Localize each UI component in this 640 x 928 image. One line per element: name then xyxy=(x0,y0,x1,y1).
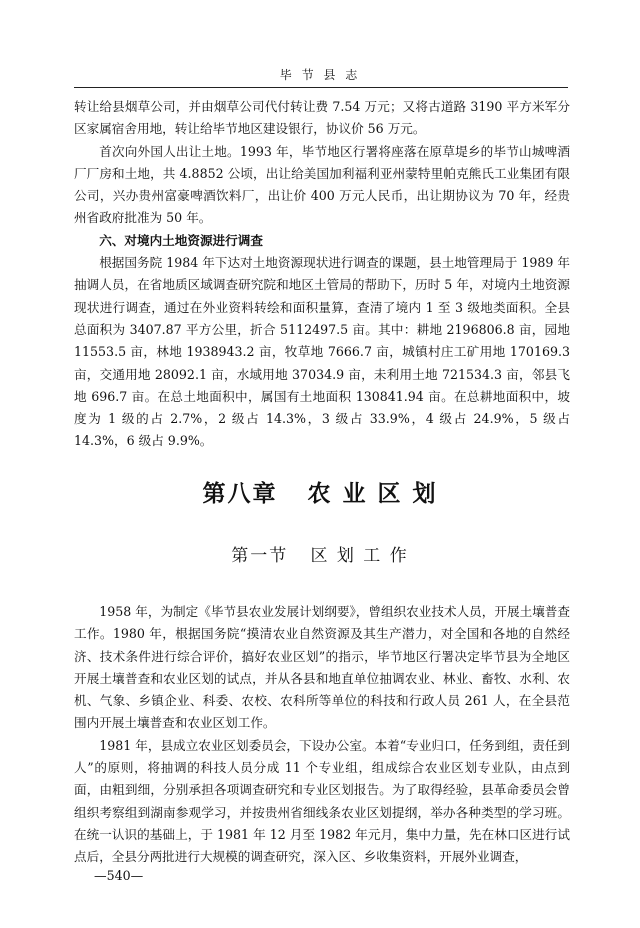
paragraph-continued: 转让给县烟草公司，并由烟草公司代付转让费 7.54 万元；又将古道路 3190 平方米军分区家属宿舍用地，转让给毕节地区建设银行，协议价 56 万元。 xyxy=(74,99,570,137)
paragraph-land-survey: 根据国务院 1984 年下达对土地资源现状进行调查的课题，县土地管理局于 1989 年抽调人员，在省地质区域调查研究院和地区土管局的帮助下，历时 5 年，对境内土地资源现状进行调查，通过在外业资料转绘和面积量算，查清了境内 1 至 3 级地类面积。全县总面积为 3407.87 平方公里，折合 5112497.5 亩。其中：耕地 2196806.8 亩，园地 11553.5 亩，林地 1938943.2 亩，牧草地 7666.7 亩，城镇村庄工矿用地 170169.3 亩，交通用地 28092.1 亩，水域用地 37034.9 亩，未利用土地 721534.3 亩，邻县飞地 696.7 亩。在总土地面积中，属国有土地面积 130841.94 亩。在总耕地面积中，坡度为 1 级的占 2.7%，2 级占 14.3%，3 级占 33.9%，4 级占 24.9%，5 级占 14.3%，6 级占 9.9%。 xyxy=(74,255,570,449)
chapter-title: 第八章 农 业 区 划 xyxy=(202,481,438,507)
top-text-block xyxy=(74,96,570,453)
page-number: —540— xyxy=(94,868,144,883)
subsection-heading: 六、对境内土地资源进行调查 xyxy=(99,232,263,248)
section-title: 第一节 区 划 工 作 xyxy=(231,546,409,566)
paragraph-foreign-land-transfer: 首次向外国人出让土地。1993 年，毕节地区行署将座落在原草堤乡的毕节山城啤酒厂厂房和土地，共 4.8852 公顷，出让给美国加利福利亚州蒙特里帕克熊氏工业集团有限公司，兴办贵州富豪啤酒饮料厂，出让价 400 万元人民币，出让期协议为 70 年，经贵州省政府批准为 50 年。 xyxy=(74,143,570,226)
paragraph-1958-survey: 1958 年，为制定《毕节县农业发展计划纲要》，曾组织农业技术人员，开展土壤普查工作。1980 年，根据国务院“摸清农业自然资源及其生产潜力，对全国和各地的自然经济、技术条件进行综合评价，搞好农业区划”的指示，毕节地区行署决定毕节县为全地区开展土壤普查和农业区划的试点，并从各县和地直单位抽调农业、林业、畜牧、水利、农机、气象、乡镇企业、科委、农校、农科所等单位的科技和行政人员 261 人，在全县范围内开展土壤普查和农业区划工作。 xyxy=(74,604,570,731)
running-title: 毕 节 县 志 xyxy=(279,68,361,82)
bottom-text-block xyxy=(74,601,570,869)
paragraph-1981-committee: 1981 年，县成立农业区划委员会，下设办公室。本着“专业归口，任务到组，责任到人”的原则，将抽调的科技人员分成 11 个专业组，组成综合农业区划专业队，由点到面，由粗到细，分别承担各项调查研究和专业区划报告。为了取得经验，县革命委员会曾组织考察组到湖南参观学习，并按贵州省细线条农业区划提纲，举办各种类型的学习班。在统一认识的基础上，于 1981 年 12 月至 1982 年元月，集中力量，先在林口区进行试点后，全县分两批进行大规模的调查研究，深入区、乡收集资料，开展外业调查， xyxy=(74,737,570,865)
header-rule xyxy=(74,87,568,88)
